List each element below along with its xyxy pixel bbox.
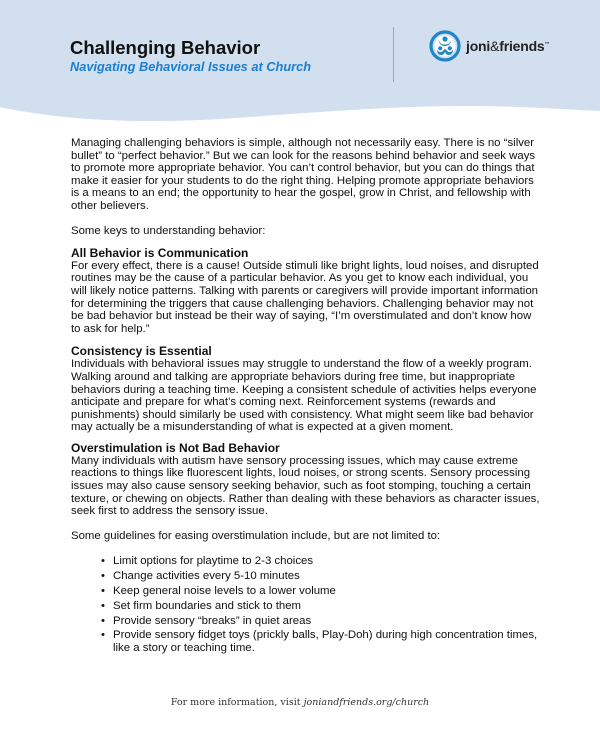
footer xyxy=(0,697,600,708)
section-heading: Overstimulation is Not Bad Behavior xyxy=(71,440,280,455)
list-item: • Keep general noise levels to a lower volume xyxy=(101,584,541,599)
logo-wordmark-ampersand: & xyxy=(490,38,500,54)
guidelines-lead-text: Some guidelines for easing overstimulation include, but are not limited to: xyxy=(71,529,441,542)
page-subtitle: Navigating Behavioral Issues at Church xyxy=(70,59,312,74)
section-body: For every effect, there is a cause! Outside stimuli like bright lights, loud noises, and disrupted routines may be the cause of a particular behavior. As you get to know each individual, you will likely notice patterns. Talking with parents or caregivers will provide important information for determining the triggers that cause challenging behaviors. Challenging behavior may not be bad behavior but instead be their way of saying, “I’m overstimulated and don’t know how to ask for help.” xyxy=(71,259,539,335)
logo-wordmark-joni: joni xyxy=(466,38,491,54)
section-heading: All Behavior is Communication xyxy=(71,245,249,260)
section-overstimulation xyxy=(71,442,541,518)
intro-paragraph: Managing challenging behaviors is simple, although not necessarily easy. There is no “silver bullet” to “perfect behavior.” But we can look for the reasons behind behavior and seek ways to promote more appropriate behavior. You can’t control behavior, but you can do things that make it easier for your students to do the right thing. Helping promote appropriate behaviors is a means to an end; the opportunity to hear the gospel, grow in Christ, and fellowship with other believers. xyxy=(71,137,536,212)
section-body: Many individuals with autism have sensory processing issues, which may cause extreme reactions to things like fluorescent lights, loud noises, or strong scents. Sensory processing issues may also cause sensory seeking behavior, such as foot stomping, touching a certain texture, or chewing on objects. Rather than dealing with these behaviors as character issues, seek first to address the sensory issue. xyxy=(71,454,540,518)
header-divider xyxy=(393,27,394,82)
logo-trademark: ™ xyxy=(544,41,550,48)
list-item: • Limit options for playtime to 2-3 choices xyxy=(101,554,541,569)
list-item: • Change activities every 5-10 minutes xyxy=(101,569,541,584)
list-item: • Set firm boundaries and stick to them xyxy=(101,599,541,614)
section-heading: Consistency is Essential xyxy=(71,344,212,359)
list-item: • Provide sensory “breaks” in quiet areas xyxy=(101,614,541,629)
list-item: • Provide sensory fidget toys (prickly balls, Play-Doh) during high concentration times, like a story or teaching time. xyxy=(101,629,541,655)
logo-wordmark-friends: friends xyxy=(499,38,545,54)
footer-text: For more information, visit xyxy=(170,697,304,708)
section-consistency xyxy=(71,345,541,434)
section-communication xyxy=(71,247,541,336)
footer-link[interactable]: joniandfriends.org/church xyxy=(303,697,430,708)
logo-wordmark xyxy=(466,38,549,54)
document-body xyxy=(71,137,541,656)
keys-lead-text: Some keys to understanding behavior: xyxy=(71,225,266,238)
guidelines-list xyxy=(71,554,541,655)
section-body: Individuals with behavioral issues may struggle to understand the flow of a weekly program. Walking around and talking are appropriate behaviors during free time, but inappropriate behaviors during a teaching time. Keeping a consistent schedule of activities helps everyone anticipate and prepare for what’s coming next. Reinforcement systems (rewards and punishments) should similarly be used with consistency. What might seem like bad behavior may actually be a misunderstanding of what is expected at a given moment. xyxy=(71,358,537,434)
joni-and-friends-logo[interactable] xyxy=(429,30,549,62)
page-title: Challenging Behavior xyxy=(70,37,261,58)
joni-and-friends-logo-icon xyxy=(429,30,461,62)
